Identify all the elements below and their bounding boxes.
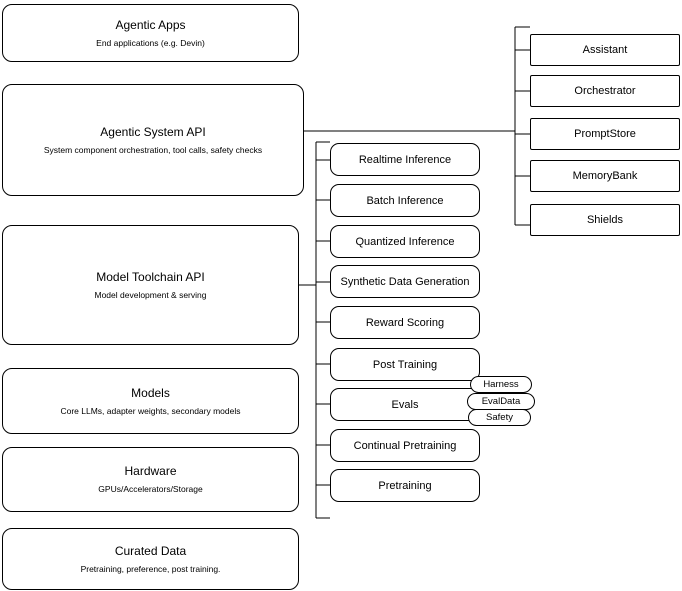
system-component-label: Shields xyxy=(586,214,624,226)
stack-box[interactable] xyxy=(2,225,299,345)
eval-pill-label: EvalData xyxy=(481,395,521,407)
toolchain-item-label: Realtime Inference xyxy=(358,153,452,166)
stack-box-subtitle: End applications (e.g. Devin) xyxy=(96,37,205,48)
system-component[interactable] xyxy=(530,160,680,192)
toolchain-item[interactable] xyxy=(330,429,480,462)
stack-box-title: Agentic System API xyxy=(100,124,206,139)
toolchain-item[interactable] xyxy=(330,184,480,217)
system-component-label: PromptStore xyxy=(574,128,636,140)
toolchain-item[interactable] xyxy=(330,306,480,339)
stack-box-subtitle: Pretraining, preference, post training. xyxy=(80,563,221,574)
toolchain-item-label: Synthetic Data Generation xyxy=(340,275,470,288)
stack-box-title: Model Toolchain API xyxy=(96,269,205,284)
toolchain-item-label: Evals xyxy=(391,398,419,411)
stack-box-title: Curated Data xyxy=(114,543,187,558)
toolchain-item[interactable] xyxy=(330,388,480,421)
eval-pill[interactable] xyxy=(470,376,532,393)
stack-box-subtitle: Model development & serving xyxy=(94,289,207,300)
eval-pill-label: Safety xyxy=(486,411,513,423)
toolchain-item[interactable] xyxy=(330,143,480,176)
system-component-label: Orchestrator xyxy=(574,85,636,97)
toolchain-item-label: Pretraining xyxy=(378,479,432,492)
eval-pill[interactable] xyxy=(467,393,535,410)
toolchain-item-label: Batch Inference xyxy=(366,194,444,207)
stack-box[interactable] xyxy=(2,528,299,590)
system-component-label: Assistant xyxy=(582,44,628,56)
stack-box-title: Agentic Apps xyxy=(115,17,186,32)
system-component[interactable] xyxy=(530,204,680,236)
stack-box[interactable] xyxy=(2,84,304,196)
stack-box[interactable] xyxy=(2,447,299,512)
system-component[interactable] xyxy=(530,34,680,66)
eval-pill[interactable] xyxy=(468,409,531,426)
toolchain-item-label: Post Training xyxy=(372,358,438,371)
toolchain-item-label: Continual Pretraining xyxy=(353,439,457,452)
toolchain-item[interactable] xyxy=(330,225,480,258)
toolchain-item[interactable] xyxy=(330,348,480,381)
stack-box-title: Hardware xyxy=(124,464,177,478)
stack-box-subtitle: Core LLMs, adapter weights, secondary models xyxy=(60,405,241,416)
system-component-label: MemoryBank xyxy=(572,170,638,182)
stack-box[interactable] xyxy=(2,4,299,62)
toolchain-item-label: Quantized Inference xyxy=(355,235,455,248)
system-component[interactable] xyxy=(530,75,680,107)
toolchain-item-label: Reward Scoring xyxy=(365,316,445,329)
stack-box-subtitle: System component orchestration, tool calls, safety checks xyxy=(43,144,263,155)
stack-box[interactable] xyxy=(2,368,299,434)
stack-box-title: Models xyxy=(131,385,170,400)
toolchain-item[interactable] xyxy=(330,469,480,502)
system-component[interactable] xyxy=(530,118,680,150)
toolchain-item[interactable] xyxy=(330,265,480,298)
eval-pill-label: Harness xyxy=(483,378,519,390)
stack-box-subtitle: GPUs/Accelerators/Storage xyxy=(98,484,203,494)
